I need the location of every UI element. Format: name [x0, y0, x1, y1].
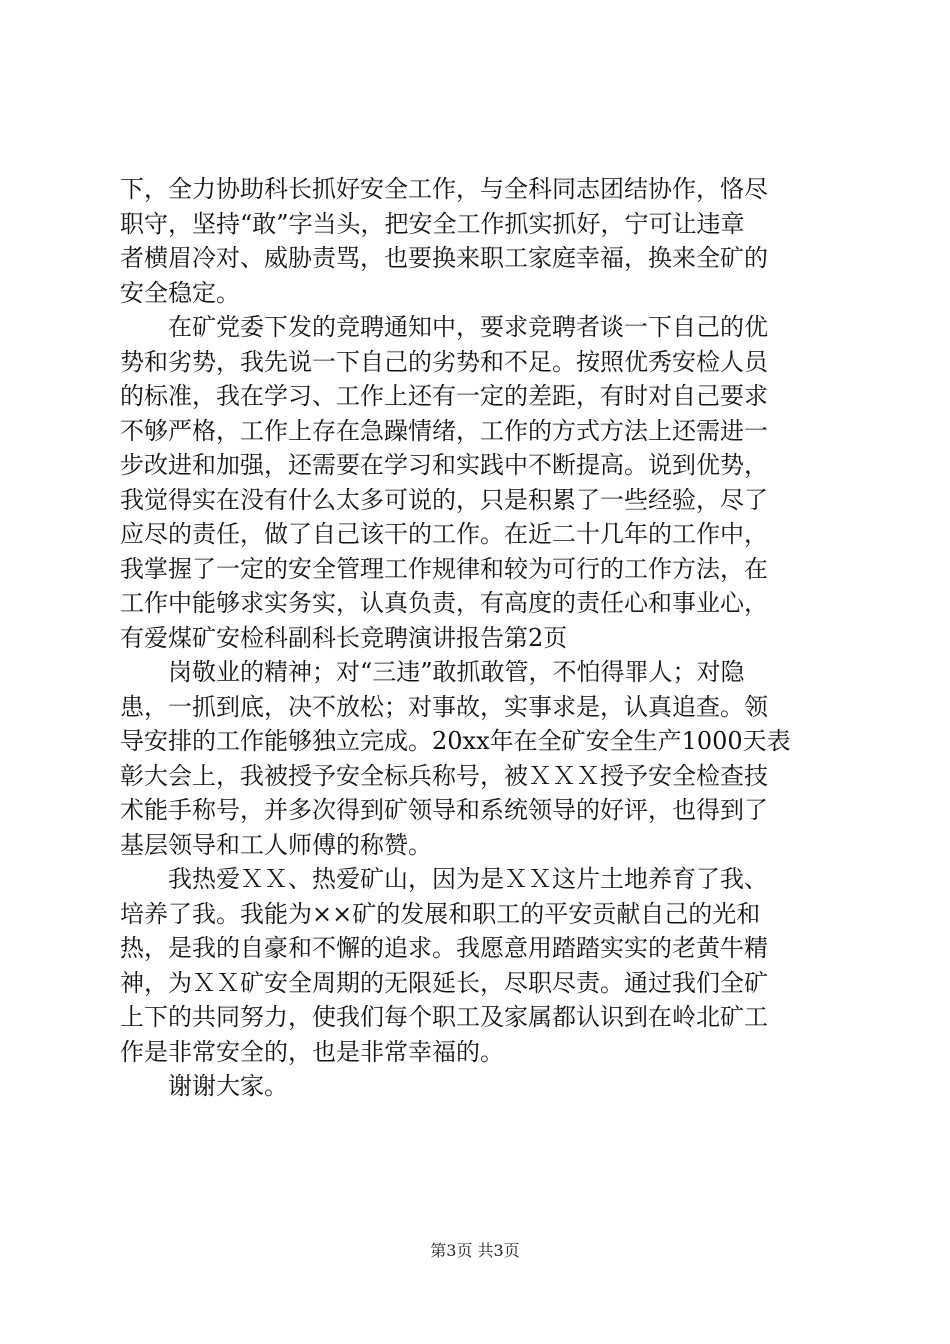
text-line: 术能手称号，并多次得到矿领导和系统领导的好评，也得到了	[120, 796, 768, 824]
text-line: 谢谢大家。	[120, 1072, 288, 1100]
text-line: 岗敬业的精神；对“三违”敢抓敢管，不怕得罪人；对隐	[120, 658, 745, 686]
text-line: 作是非常安全的，也是非常幸福的。	[120, 1037, 504, 1066]
text-line: 导安排的工作能够独立完成。20xx年在全矿安全生产1000天表	[120, 727, 791, 755]
text-line: 职守，坚持“敢”字当头，把安全工作抓实抓好，宁可让违章	[120, 209, 745, 238]
text-line: 热，是我的自豪和不懈的追求。我愿意用踏踏实实的老黄牛精	[120, 934, 768, 962]
text-line: 安全稳定。	[120, 278, 240, 307]
text-line: 下，全力协助科长抓好安全工作，与全科同志团结协作，恪尽	[120, 175, 768, 203]
text-line: 患，一抓到底，决不放松；对事故，实事求是，认真追查。领	[120, 692, 768, 721]
text-line: 彰大会上，我被授予安全标兵称号，被ＸＸＸ授予安全检查技	[120, 761, 768, 790]
text-line: 基层领导和工人师傅的称赞。	[120, 830, 432, 859]
document-body	[120, 172, 831, 1104]
text-line: 工作中能够求实务实，认真负责，有高度的责任心和事业心，	[120, 589, 768, 617]
text-line: 培养了我。我能为××矿的发展和职工的平安贡献自己的光和	[120, 899, 761, 928]
text-line: 我掌握了一定的安全管理工作规律和较为可行的工作方法，在	[120, 554, 768, 583]
text-line: 神，为ＸＸ矿安全周期的无限延长，尽职尽责。通过我们全矿	[120, 968, 768, 997]
text-line: 有爱煤矿安检科副科长竞聘演讲报告第2页	[120, 623, 568, 652]
text-line: 的标准，我在学习、工作上还有一定的差距，有时对自己要求	[120, 382, 768, 410]
text-line: 应尽的责任，做了自己该干的工作。在近二十几年的工作中，	[120, 520, 768, 548]
text-line: 我觉得实在没有什么太多可说的，只是积累了一些经验，尽了	[120, 485, 768, 514]
page-number: 第3页 共3页	[430, 1241, 520, 1260]
text-line: 步改进和加强，还需要在学习和实践中不断提高。说到优势，	[120, 451, 768, 479]
text-line: 上下的共同努力，使我们每个职工及家属都认识到在岭北矿工	[120, 1003, 768, 1031]
text-line: 我热爱ＸＸ、热爱矿山，因为是ＸＸ这片土地养育了我、	[120, 865, 768, 893]
text-line: 势和劣势，我先说一下自己的劣势和不足。按照优秀安检人员	[120, 347, 768, 376]
text-line: 在矿党委下发的竞聘通知中，要求竞聘者谈一下自己的优	[120, 313, 768, 341]
text-line: 者横眉冷对、威胁责骂，也要换来职工家庭幸福，换来全矿的	[120, 244, 768, 272]
page-footer	[0, 1241, 950, 1261]
text-line: 不够严格，工作上存在急躁情绪，工作的方式方法上还需进一	[120, 416, 768, 445]
